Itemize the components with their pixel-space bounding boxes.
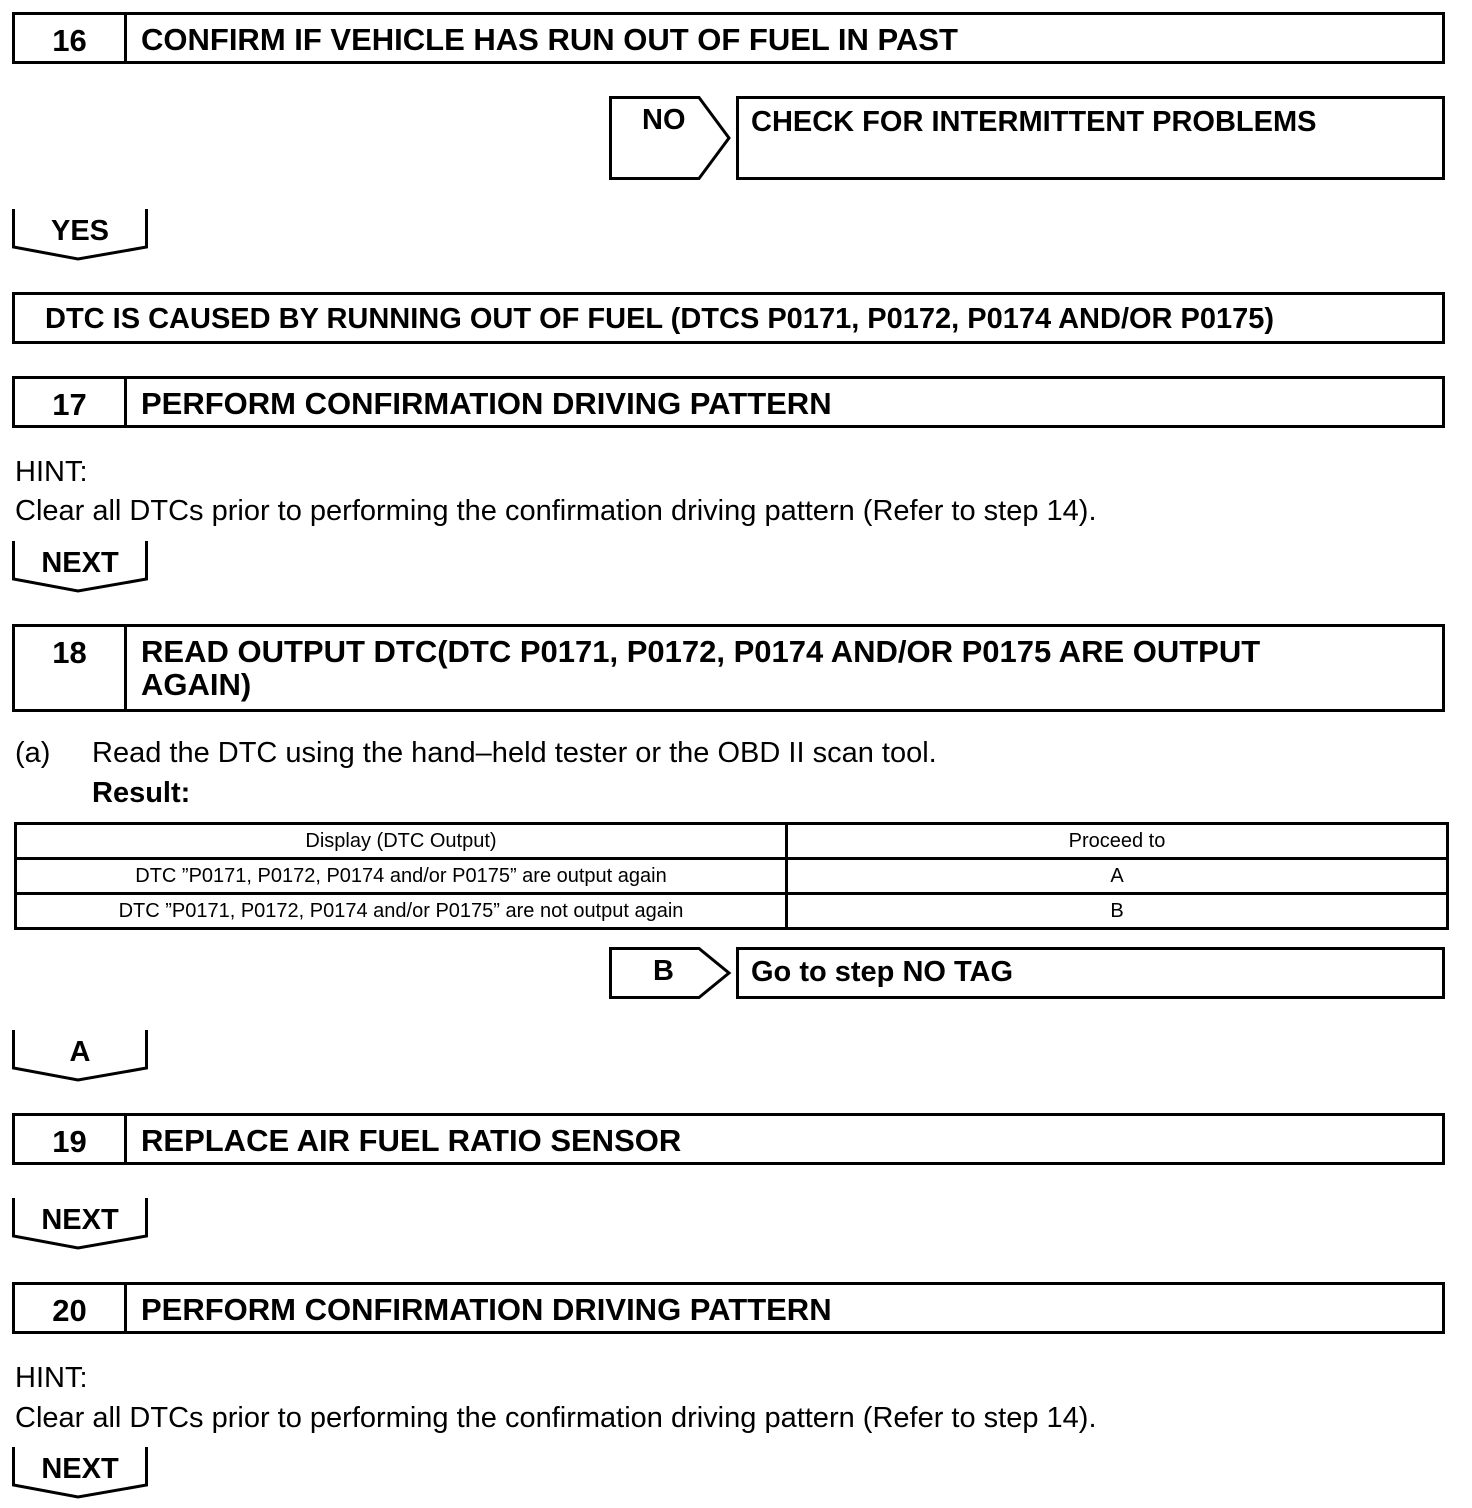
result-conclusion-box bbox=[12, 292, 1445, 344]
step-16-header bbox=[12, 12, 1445, 64]
step-18-header bbox=[12, 624, 1445, 712]
b-action-box bbox=[736, 947, 1445, 999]
hint-label: HINT: bbox=[15, 1362, 88, 1394]
step-title-line-2: AGAIN) bbox=[141, 667, 252, 702]
instruction-text: Read the DTC using the hand–held tester or the OBD II scan tool. bbox=[92, 737, 937, 769]
no-action-text: CHECK FOR INTERMITTENT PROBLEMS bbox=[751, 106, 1317, 138]
hint-label: HINT: bbox=[15, 456, 88, 488]
table-cell: B bbox=[787, 894, 1448, 929]
step-number: 20 bbox=[15, 1285, 127, 1331]
next-label: NEXT bbox=[41, 547, 119, 579]
step-title: REPLACE AIR FUEL RATIO SENSOR bbox=[141, 1123, 682, 1158]
step-number: 19 bbox=[15, 1116, 127, 1162]
a-label: A bbox=[69, 1036, 91, 1068]
yes-label: YES bbox=[50, 215, 110, 247]
table-header-row bbox=[16, 824, 1448, 859]
step-17-header bbox=[12, 376, 1445, 428]
hint-text: Clear all DTCs prior to performing the confirmation driving pattern (Refer to step 14). bbox=[15, 495, 1097, 527]
step-title: CONFIRM IF VEHICLE HAS RUN OUT OF FUEL IN PAST bbox=[141, 22, 958, 57]
step-title: PERFORM CONFIRMATION DRIVING PATTERN bbox=[141, 1292, 832, 1327]
next-tag bbox=[12, 1198, 148, 1250]
table-cell: A bbox=[787, 859, 1448, 894]
step-title-line-1: READ OUTPUT DTC(DTC P0171, P0172, P0174 AND/OR P0175 ARE OUTPUT bbox=[141, 634, 1261, 669]
instruction-marker: (a) bbox=[15, 737, 51, 769]
table-cell: DTC ”P0171, P0172, P0174 and/or P0175” are not output again bbox=[16, 894, 787, 929]
no-action-box bbox=[736, 96, 1445, 180]
b-action-text: Go to step NO TAG bbox=[751, 956, 1014, 988]
step-19-header bbox=[12, 1113, 1445, 1165]
no-branch-tag bbox=[609, 96, 733, 180]
result-conclusion-text: DTC IS CAUSED BY RUNNING OUT OF FUEL (DTCS P0171, P0172, P0174 AND/OR P0175) bbox=[45, 303, 1275, 335]
table-row bbox=[16, 894, 1448, 929]
step-20-header bbox=[12, 1282, 1445, 1334]
result-table bbox=[14, 822, 1449, 930]
b-label: B bbox=[653, 955, 674, 987]
step-number: 16 bbox=[15, 15, 127, 61]
result-label: Result: bbox=[92, 777, 191, 809]
table-header-cell: Display (DTC Output) bbox=[16, 824, 787, 859]
step-title bbox=[127, 627, 1260, 709]
next-tag bbox=[12, 541, 148, 593]
step-number: 18 bbox=[15, 627, 127, 709]
next-tag bbox=[12, 1447, 148, 1499]
yes-tag bbox=[12, 209, 148, 261]
table-header-cell: Proceed to bbox=[787, 824, 1448, 859]
table-cell: DTC ”P0171, P0172, P0174 and/or P0175” are output again bbox=[16, 859, 787, 894]
next-label: NEXT bbox=[41, 1453, 119, 1485]
no-label: NO bbox=[642, 104, 686, 136]
b-branch-tag bbox=[609, 947, 733, 999]
step-title: PERFORM CONFIRMATION DRIVING PATTERN bbox=[141, 386, 832, 421]
table-row bbox=[16, 859, 1448, 894]
a-tag bbox=[12, 1030, 148, 1082]
hint-text: Clear all DTCs prior to performing the confirmation driving pattern (Refer to step 14). bbox=[15, 1402, 1097, 1434]
step-number: 17 bbox=[15, 379, 127, 425]
next-label: NEXT bbox=[41, 1204, 119, 1236]
